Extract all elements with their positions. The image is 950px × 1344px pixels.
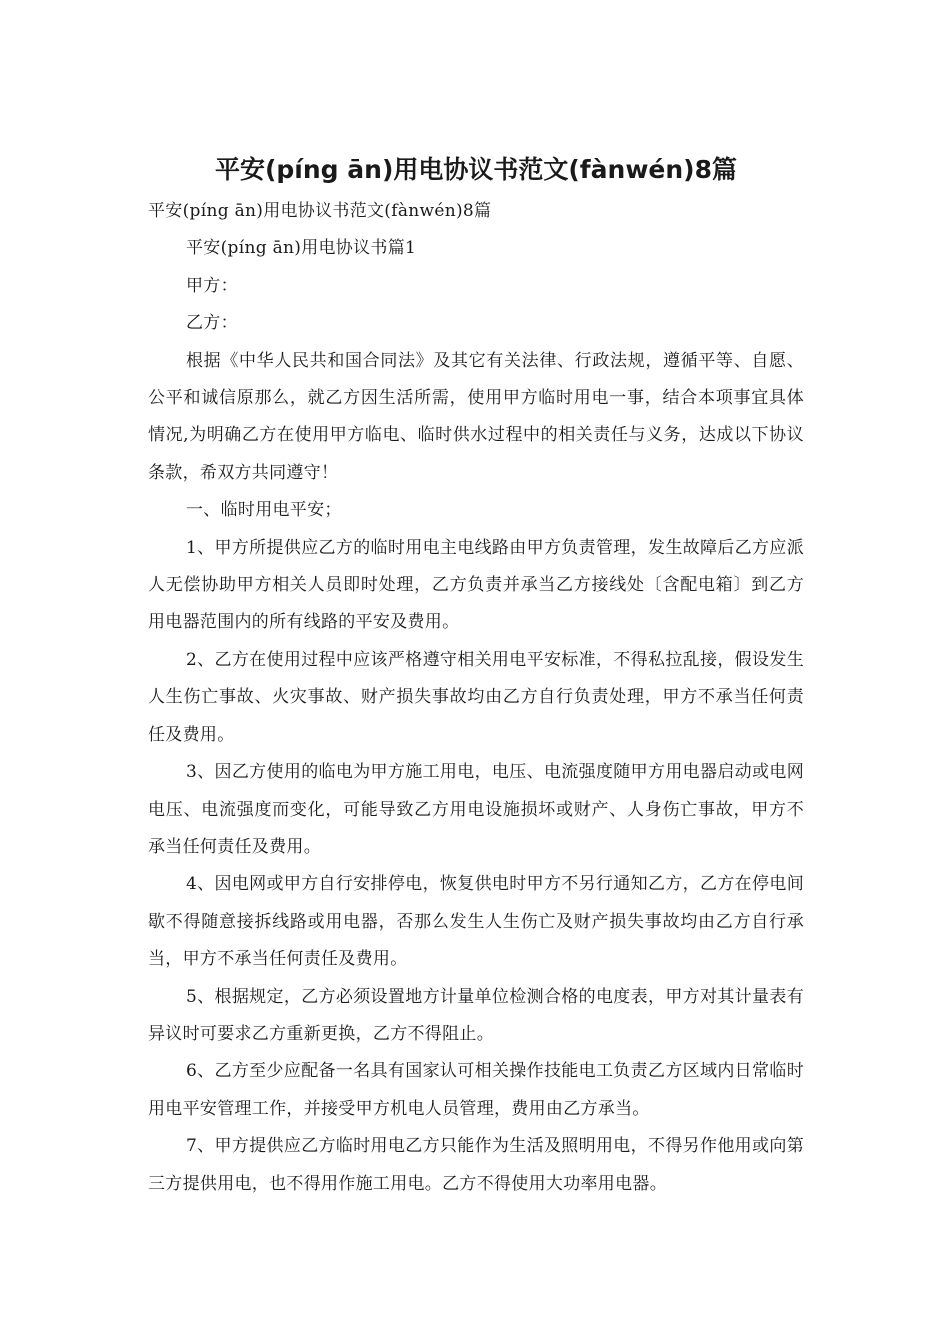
clause-paragraph: 6、乙方至少应配备一名具有国家认可相关操作技能电工负责乙方区域内日常临时用电平安管理工作，并接受甲方机电人员管理，费用由乙方承当。 [148, 1061, 804, 1119]
chapter-heading: 一、临时用电平安； [186, 500, 342, 521]
clause-paragraph: 3、因乙方使用的临电为甲方施工用电，电压、电流强度随甲方用电器启动或电网电压、电流强度而变化，可能导致乙方用电设施损坏或财产、人身伤亡事故，甲方不承当任何责任及费用。 [148, 762, 804, 857]
clause-paragraph: 7、甲方提供应乙方临时用电乙方只能作为生活及照明用电，不得另作他用或向第三方提供用电，也不得用作施工用电。乙方不得使用大功率用电器。 [148, 1136, 804, 1194]
document-subtitle: 平安(píng ān)用电协议书范文(fànwén)8篇 [148, 201, 492, 221]
document-title: 平安(píng ān)用电协议书范文(fànwén)8篇 [214, 155, 738, 184]
intro-paragraph: 根据《中华人民共和国合同法》及其它有关法律、行政法规，遵循平等、自愿、公平和诚信原那么，就乙方因生活所需，使用甲方临时用电一事，结合本项事宜具体情况,为明确乙方在使用甲方临电、临时供水过程中的相关责任与义务，达成以下协议条款，希双方共同遵守！ [148, 350, 804, 483]
document-body [148, 193, 804, 1203]
clause-paragraph: 5、根据规定，乙方必须设置地方计量单位检测合格的电度表，甲方对其计量表有异议时可要求乙方重新更换，乙方不得阻止。 [148, 986, 804, 1044]
party-b-label: 乙方： [186, 313, 238, 334]
clause-paragraph: 2、乙方在使用过程中应该严格遵守相关用电平安标准，不得私拉乱接，假设发生人生伤亡事故、火灾事故、财产损失事故均由乙方自行负责处理，甲方不承当任何责任及费用。 [148, 649, 804, 745]
clause-paragraph: 4、因电网或甲方自行安排停电，恢复供电时甲方不另行通知乙方，乙方在停电间歇不得随意接拆线路或用电器，否那么发生人生伤亡及财产损失事故均由乙方自行承当，甲方不承当任何责任及费用。 [148, 874, 804, 970]
party-a-label: 甲方： [186, 275, 238, 296]
clause-paragraph: 1、甲方所提供应乙方的临时用电主电线路由甲方负责管理，发生故障后乙方应派人无偿协助甲方相关人员即时处理，乙方负责并承当乙方接线处〔含配电箱〕到乙方用电器范围内的所有线路的平安及费用。 [148, 537, 804, 633]
section-heading: 平安(píng ān)用电协议书篇1 [186, 238, 417, 259]
